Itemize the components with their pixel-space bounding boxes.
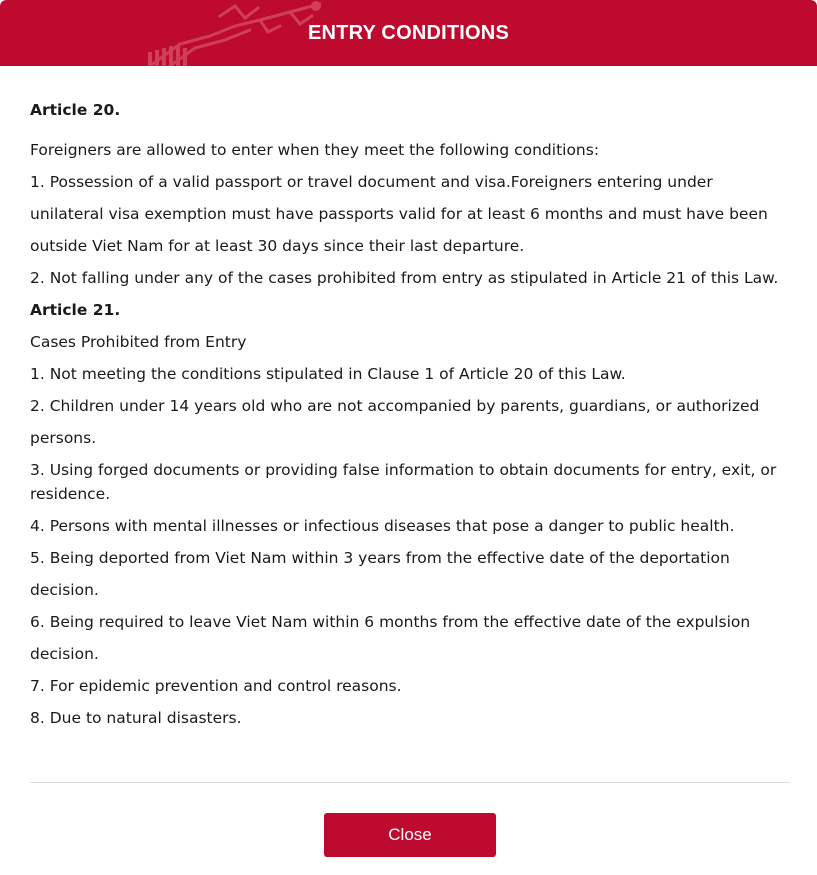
article-21-item-5: 5. Being deported from Viet Nam within 3 years from the effective date of the deportation decision. (30, 549, 730, 599)
article-21-heading: Article 21. (30, 301, 121, 319)
article-21-subtitle: Cases Prohibited from Entry (30, 333, 247, 351)
article-21-item-1: 1. Not meeting the conditions stipulated in Clause 1 of Article 20 of this Law. (30, 365, 626, 383)
article-20-item-2: 2. Not falling under any of the cases prohibited from entry as stipulated in Article 21 of this Law. (30, 269, 779, 287)
article-20-intro: Foreigners are allowed to enter when they meet the following conditions: (30, 141, 600, 159)
article-21-item-3: 3. Using forged documents or providing false information to obtain documents for entry, exit, or residence. (30, 461, 777, 503)
article-21-item-2: 2. Children under 14 years old who are not accompanied by parents, guardians, or authorized persons. (30, 397, 760, 447)
article-21-item-8: 8. Due to natural disasters. (30, 709, 242, 727)
modal-header (0, 0, 817, 66)
article-20-item-1: 1. Possession of a valid passport or travel document and visa.Foreigners entering under unilateral visa exemption must have passports valid for at least 6 months and must have been outside Viet Nam for at least 30 days since their last departure. (30, 173, 768, 255)
spacer (30, 126, 790, 134)
article-21-item-6: 6. Being required to leave Viet Nam within 6 months from the effective date of the expulsion decision. (30, 613, 751, 663)
close-button[interactable]: Close (324, 813, 496, 857)
article-21-item-7: 7. For epidemic prevention and control reasons. (30, 677, 402, 695)
article-21-item-4: 4. Persons with mental illnesses or infectious diseases that pose a danger to public health. (30, 517, 735, 535)
modal-body (30, 94, 790, 734)
footer-divider (30, 782, 790, 783)
modal-title: ENTRY CONDITIONS (308, 22, 509, 44)
article-20-heading: Article 20. (30, 101, 121, 119)
